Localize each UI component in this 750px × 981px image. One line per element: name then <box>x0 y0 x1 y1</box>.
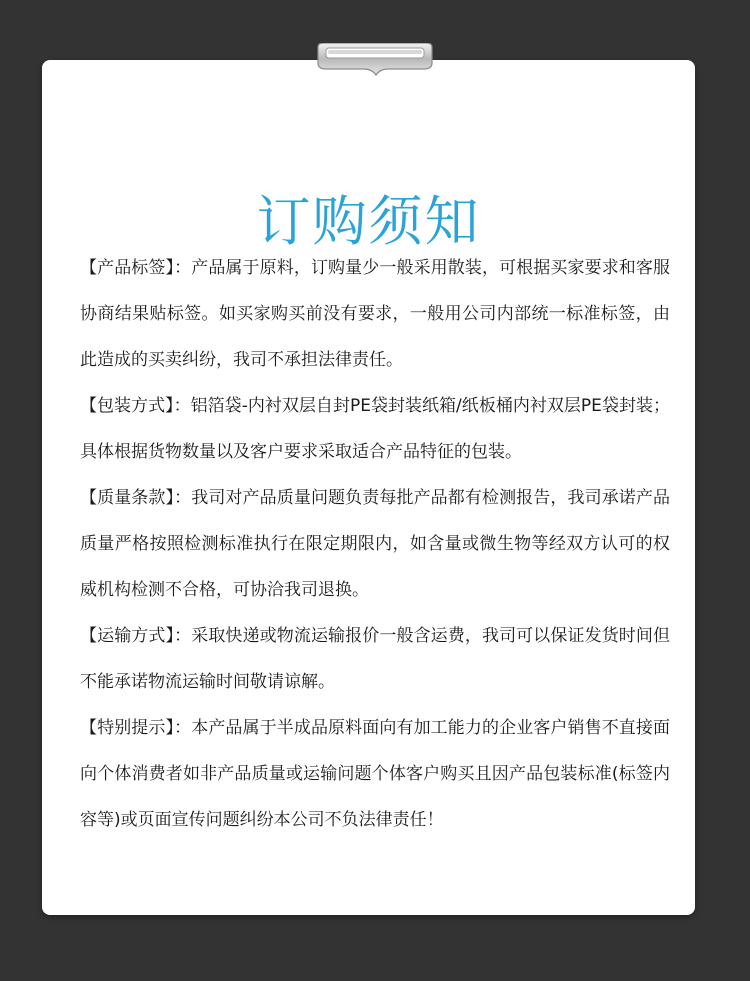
notice-content <box>80 245 670 843</box>
section-label: 【运输方式】 <box>80 626 175 646</box>
section-text: ：铝箔袋-内衬双层自封PE袋封装纸箱/纸板桶内衬双层PE袋封装；具体根据货物数量以及客户要求采取适合产品特征的包装。 <box>80 396 671 462</box>
section-packaging <box>80 383 670 475</box>
section-label: 【产品标签】 <box>80 258 175 278</box>
section-text: ：我司对产品质量问题负责每批产品都有检测报告，我司承诺产品质量严格按照检测标准执行在限定期限内，如含量或微生物等经双方认可的权威机构检测不合格，可协洽我司退换。 <box>80 488 671 600</box>
section-text: ：采取快递或物流运输报价一般含运费，我司可以保证发货时间但不能承诺物流运输时间敬请谅解。 <box>80 626 671 692</box>
notice-board <box>42 60 695 915</box>
page-title: 订购须知 <box>256 190 481 253</box>
section-text: ：产品属于原料，订购量少一般采用散装，可根据买家要求和客服协商结果贴标签。如买家购买前没有要求，一般用公司内部统一标准标签，由此造成的买卖纠纷，我司不承担法律责任。 <box>80 258 671 370</box>
section-label: 【特别提示】 <box>80 718 175 738</box>
clipboard-clip-icon <box>314 43 436 79</box>
section-quality-terms <box>80 475 670 613</box>
section-product-label <box>80 245 670 383</box>
section-special-notice <box>80 705 670 843</box>
section-text: ：本产品属于半成品原料面向有加工能力的企业客户销售不直接面向个体消费者如非产品质量或运输问题个体客户购买且因产品包装标准(标签内容等)或页面宣传问题纠纷本公司不负法律责任！ <box>80 718 671 830</box>
section-label: 【包装方式】 <box>80 396 174 416</box>
section-label: 【质量条款】 <box>80 488 175 508</box>
section-shipping <box>80 613 670 705</box>
